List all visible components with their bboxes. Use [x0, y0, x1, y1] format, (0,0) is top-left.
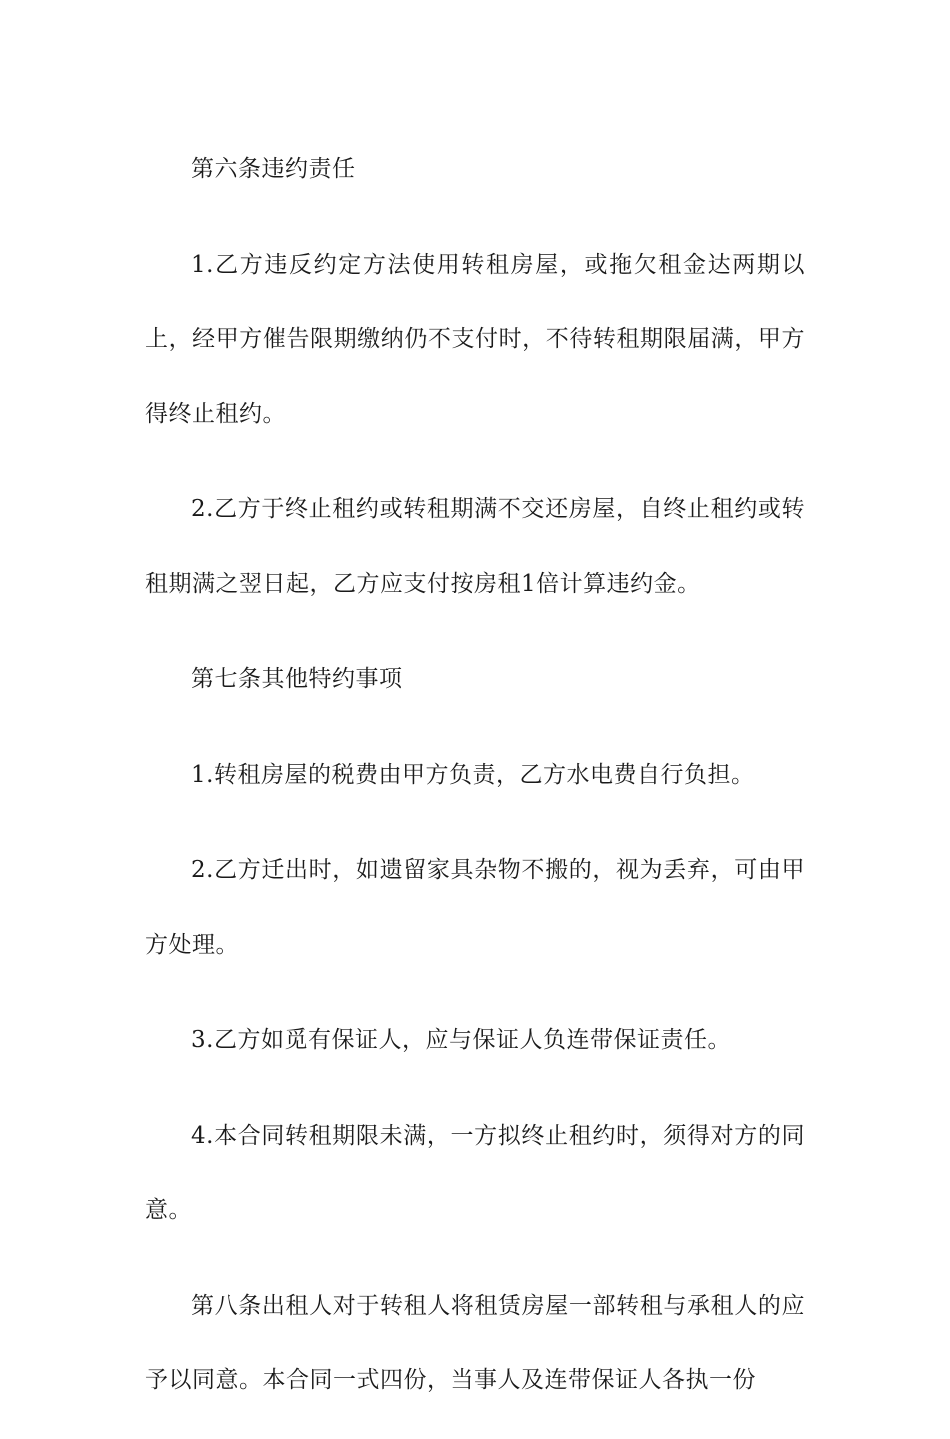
article-7-clause-2: 2.乙方迁出时，如遗留家具杂物不搬的，视为丢弃，可由甲方处理。: [145, 857, 805, 958]
article-7-heading: 第七条其他特约事项: [191, 666, 403, 692]
article-6-clause-2: 2.乙方于终止租约或转租期满不交还房屋，自终止租约或转租期满之翌日起，乙方应支付按房租1倍计算违约金。: [145, 496, 805, 597]
article-8-paragraph: 第八条出租人对于转租人将租赁房屋一部转租与承租人的应予以同意。本合同一式四份，当事人及连带保证人各执一份: [145, 1292, 805, 1393]
article-6-clause-1: 1.乙方违反约定方法使用转租房屋，或拖欠租金达两期以上，经甲方催告限期缴纳仍不支付时，不待转租期限届满，甲方得终止租约。: [145, 251, 805, 427]
article-7-clause-1: 1.转租房屋的税费由甲方负责，乙方水电费自行负担。: [191, 761, 755, 788]
article-7-clause-3: 3.乙方如觅有保证人，应与保证人负连带保证责任。: [191, 1027, 731, 1053]
document-body: [145, 132, 805, 1439]
article-7-clause-4: 4.本合同转租期限未满，一方拟终止租约时，须得对方的同意。: [145, 1122, 805, 1223]
article-6-heading: 第六条违约责任: [191, 156, 356, 182]
